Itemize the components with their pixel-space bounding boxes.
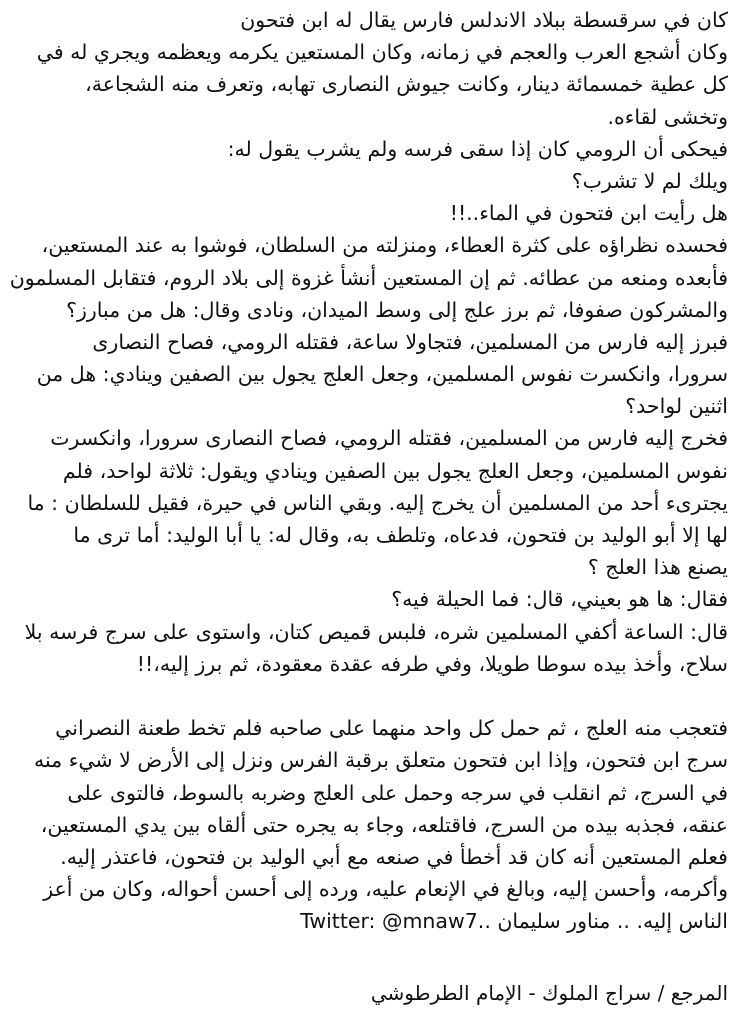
text-line: سلاح، وأخذ بيده سوطا طويلا، وفي طرفه عقدة معقودة، ثم برز إليه،!! bbox=[136, 651, 728, 676]
author-credit-line: الناس إليه. .. مناور سليمان ..Twitter: @mnaw7 bbox=[300, 909, 728, 934]
text-line: فيحكى أن الرومي كان إذا سقى فرسه ولم يشرب يقول له: bbox=[227, 136, 728, 161]
text-line: فحسده نظراؤه على كثرة العطاء، ومنزلته من السلطان، فوشوا به عند المستعين، bbox=[41, 233, 728, 258]
text-line: لها إلا أبو الوليد بن فتحون، فدعاه، وتلطف به، وقال له: يا أبا الوليد: أما ترى ما bbox=[73, 523, 728, 547]
text-line: وأكرمه، وأحسن إليه، وبالغ في الإنعام عليه، ورده إلى أحسن أحواله، وكان من أعز bbox=[43, 877, 728, 902]
paragraph-envy bbox=[10, 229, 728, 326]
paragraph-victory bbox=[10, 712, 728, 937]
text-line: هل رأيت ابن فتحون في الماء..!! bbox=[449, 201, 728, 226]
story-document bbox=[10, 4, 728, 1014]
text-line: يجترىء أحد من المسلمين أن يخرج إليه. وبقي الناس في حيرة، فقيل للسلطان : ما bbox=[27, 490, 728, 515]
text-line: فعلم المستعين أنه كان قد أخطأ في صنعه مع أبي الوليد بن فتحون، فاعتذر إليه. bbox=[60, 844, 728, 869]
text-line: والمشركون صفوفا، ثم برز علج إلى وسط الميدان، ونادى وقال: هل من مبارز؟ bbox=[66, 297, 728, 322]
text-line: اثنين لواحد؟ bbox=[625, 394, 728, 419]
text-line: فقال: ها هو بعيني، قال: فما الحيلة فيه؟ bbox=[391, 587, 728, 612]
text-line: عنقه، فجذبه بيده من السرج، فاقتلعه، وجاء به يجره حتى ألقاه بين يدي المستعين، bbox=[40, 812, 728, 837]
reference-line: المرجع / سراج الملوك - الإمام الطرطوشي bbox=[370, 981, 728, 1006]
text-line: وتخشى لقاءه. bbox=[607, 104, 728, 129]
paragraph-dialogue bbox=[10, 583, 728, 680]
paragraph-second-duel bbox=[10, 422, 728, 583]
paragraph-intro bbox=[10, 4, 728, 133]
text-line: نفوس المسلمين، وجعل العلج يجول بين الصفين وينادي ويقول: ثلاثة لواحد، فلم bbox=[62, 458, 728, 483]
text-line: فبرز إليه فارس من المسلمين، فتجاولا ساعة، فقتله الرومي، فصاح النصارى bbox=[92, 329, 728, 354]
paragraph-first-duel bbox=[10, 326, 728, 423]
text-line: في السرج، ثم انقلب في سرجه وحمل على العلج وضربه بالسوط، فالتوى على bbox=[67, 780, 728, 805]
text-line: سرج ابن فتحون، وإذا ابن فتحون متعلق برقبة الفرس ونزل إلى الأرض لا شيء منه bbox=[34, 748, 728, 773]
text-line: فتعجب منه العلج ، ثم حمل كل واحد منهما على صاحبه فلم تخط طعنة النصراني bbox=[55, 716, 728, 741]
text-line: سرورا، وانكسرت نفوس المسلمين، وجعل العلج يجول بين الصفين وينادي: هل من bbox=[36, 362, 728, 387]
text-line: قال: الساعة أكفي المسلمين شره، فلبس قميص كتان، واستوى على سرج فرسه بلا bbox=[24, 619, 728, 644]
text-line: فخرج إليه فارس من المسلمين، فقتله الرومي، فصاح النصارى سرورا، وانكسرت bbox=[50, 426, 728, 451]
text-line: كل عطية خمسمائة دينار، وكانت جيوش النصارى تهابه، وتعرف منه الشجاعة، bbox=[85, 72, 728, 97]
paragraph-spacer bbox=[10, 680, 728, 712]
reference-citation bbox=[10, 977, 728, 1009]
paragraph-roman-saying bbox=[10, 133, 728, 230]
reference-spacer bbox=[10, 937, 728, 977]
text-line: وكان أشجع العرب والعجم في زمانه، وكان المستعين يكرمه ويعظمه ويجري له في bbox=[36, 40, 728, 65]
text-line: يصنع هذا العلج ؟ bbox=[587, 555, 728, 580]
text-line: ويلك لم لا تشرب؟ bbox=[571, 168, 728, 193]
text-line: كان في سرقسطة ببلاد الاندلس فارس يقال له ابن فتحون bbox=[240, 8, 728, 32]
text-line: فأبعده ومنعه من عطائه. ثم إن المستعين أنشأ غزوة إلى بلاد الروم، فتقابل المسلمون bbox=[10, 265, 728, 290]
